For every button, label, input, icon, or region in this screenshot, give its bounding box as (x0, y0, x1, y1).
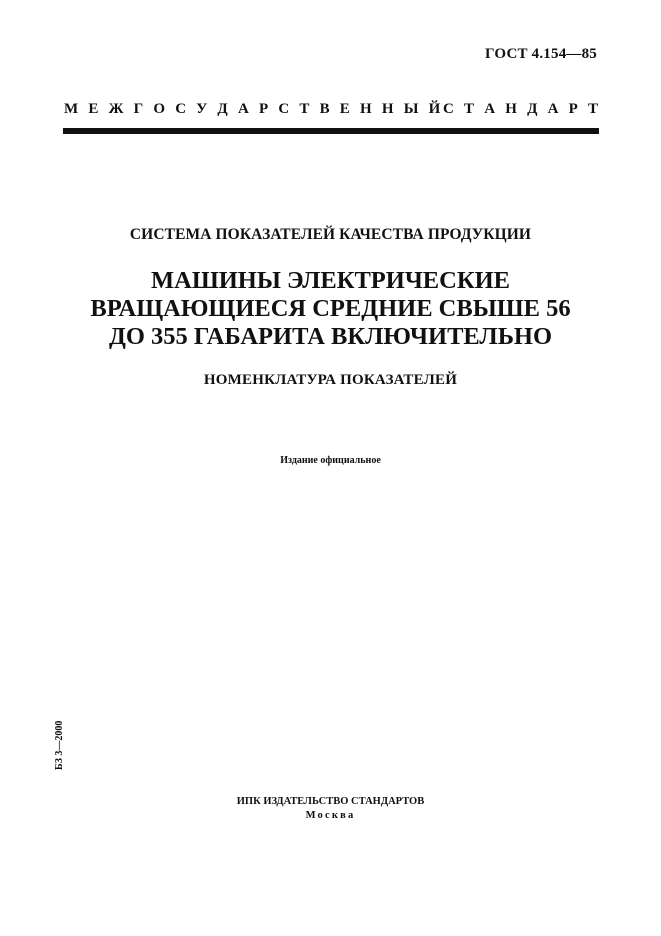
heading-letter: В (319, 101, 330, 117)
standard-type-heading (64, 101, 598, 118)
side-reference-code: БЗ 3—2000 (54, 720, 65, 770)
standard-type-word-interstate (64, 101, 440, 118)
heading-letter: Ж (108, 101, 124, 117)
header-rule (63, 128, 599, 134)
system-title: СИСТЕМА ПОКАЗАТЕЛЕЙ КАЧЕСТВА ПРОДУКЦИИ (129, 226, 532, 243)
heading-letter: Н (381, 101, 394, 117)
publisher-city: Москва (305, 810, 356, 821)
heading-letter: С (442, 101, 454, 117)
heading-letter: Е (88, 101, 99, 117)
document-subtitle: НОМЕНКЛАТУРА ПОКАЗАТЕЛЕЙ (203, 372, 458, 388)
heading-letter: Р (258, 101, 269, 117)
document-title (0, 267, 661, 351)
heading-letter: М (64, 101, 79, 117)
heading-letter: С (278, 101, 290, 117)
heading-letter: Ы (403, 101, 419, 117)
heading-letter: Т (299, 101, 310, 117)
heading-letter: О (153, 101, 165, 117)
publisher-name: ИПК ИЗДАТЕЛЬСТВО СТАНДАРТОВ (236, 796, 425, 807)
heading-letter: Р (568, 101, 578, 117)
title-line: ВРАЩАЮЩИЕСЯ СРЕДНИЕ СВЫШЕ 56 (90, 295, 571, 322)
heading-letter: Е (339, 101, 350, 117)
standard-designation: ГОСТ 4.154—85 (485, 46, 597, 62)
heading-letter: А (547, 101, 559, 117)
heading-letter: Н (505, 101, 517, 117)
heading-letter: Т (463, 101, 474, 117)
heading-letter: У (196, 101, 208, 117)
heading-letter: С (175, 101, 187, 117)
heading-letter: Н (359, 101, 372, 117)
title-line: МАШИНЫ ЭЛЕКТРИЧЕСКИЕ (151, 267, 510, 294)
heading-letter: Д (527, 101, 538, 117)
title-line: ДО 355 ГАБАРИТА ВКЛЮЧИТЕЛЬНО (108, 323, 553, 350)
heading-letter: Д (217, 101, 228, 117)
heading-letter: Й (428, 101, 441, 117)
official-edition-note: Издание официальное (280, 455, 381, 466)
heading-letter: Т (587, 101, 598, 117)
heading-letter: Г (133, 101, 144, 117)
heading-letter: А (237, 101, 249, 117)
standard-type-word-standard (443, 101, 598, 118)
heading-letter: А (484, 101, 496, 117)
